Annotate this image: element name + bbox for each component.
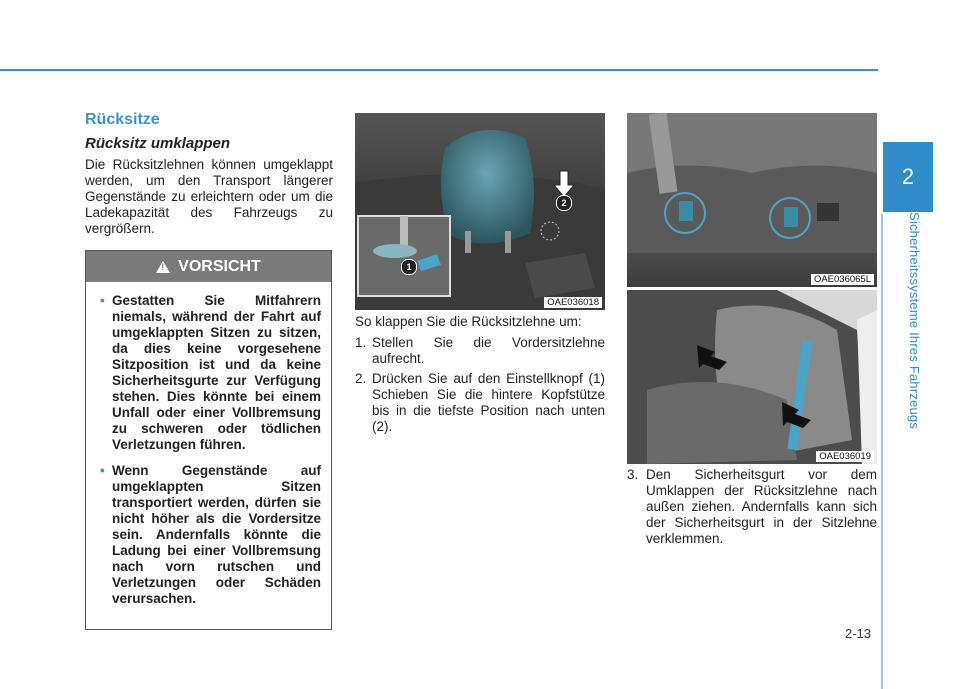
instructions-lead: So klappen Sie die Rücksitzlehne um: [355,314,582,329]
marker-1: 1 [401,259,417,275]
figure-code: OAE036065L [811,274,874,285]
step3-column [627,467,877,551]
instruction-step [355,371,605,435]
step-text: Drücken Sie auf den Einstellknopf (1) Schieben Sie die hintere Kopfstütze bis in die tiefste Position nach unten (2). [372,371,605,434]
caution-heading: VORSICHT [178,257,261,275]
marker-2: 2 [556,195,572,211]
rear-seat-figure [627,290,877,464]
figure-code: OAE036018 [544,297,602,308]
step-text: Den Sicherheitsgurt vor dem Umklappen der Rücksitzlehne nach außen ziehen. Andernfalls kann sich der Sicherheitsgurt in der Sitzlehne verklemmen. [646,467,877,546]
caution-item: • Wenn Gegenstände auf umgeklappten Sitzen transportiert werden, dürfen sie nicht höher als die Vordersitze sein. Andernfalls könnte die Ladung bei einer Vollbremsung nach vorn rutschen und Verletzungen oder Schäden verursachen. [100,463,321,607]
step-number: 3. [627,467,639,482]
caution-header [86,251,331,282]
step-number: 2. [355,371,367,386]
rear-seat-illustration [627,290,877,464]
intro-paragraph: Die Rücksitzlehnen können umgeklappt werden, um den Transport längerer Gegenstände zu erleichtern oder um die Ladekapazität des Fahrzeugs zu vergrößern. [85,157,333,236]
caution-item: • Gestatten Sie Mitfahrern niemals, während der Fahrt auf umgeklappten Sitzen zu sitzen, da dies keine vorgesehene Sitzposition ist und da keine Sicherheitsgurte zur Verfügung stehen. Dies könnte bei einem Unfall oder einer Vollbremsung zu schweren oder tödlichen Verletzungen führen. [100,293,321,453]
belt-guide-figure [627,113,877,287]
belt-guide-illustration [627,113,877,287]
caution-box [85,250,332,630]
page-number: 2-13 [845,626,872,641]
headrest-figure [355,113,605,310]
instructions-column [355,314,605,439]
section-title: Rücksitze [85,111,160,128]
step-text: Stellen Sie die Vordersitzlehne aufrecht. [372,335,605,366]
step-number: 1. [355,335,367,350]
figure-code: OAE036019 [816,451,874,462]
chapter-side-rule [881,214,883,689]
instruction-step [627,467,877,547]
instructions-list [355,335,605,435]
headrest-illustration [355,113,605,310]
instruction-step [355,335,605,367]
subsection-title: Rücksitz umklappen [85,135,231,152]
warning-triangle-icon [156,261,170,273]
chapter-tab [883,142,933,212]
header-rule [0,69,878,71]
chapter-number: 2 [901,164,915,189]
step3-list [627,467,877,547]
caution-list [86,282,331,607]
chapter-title: Sicherheitssysteme Ihres Fahrzeugs [907,212,922,430]
